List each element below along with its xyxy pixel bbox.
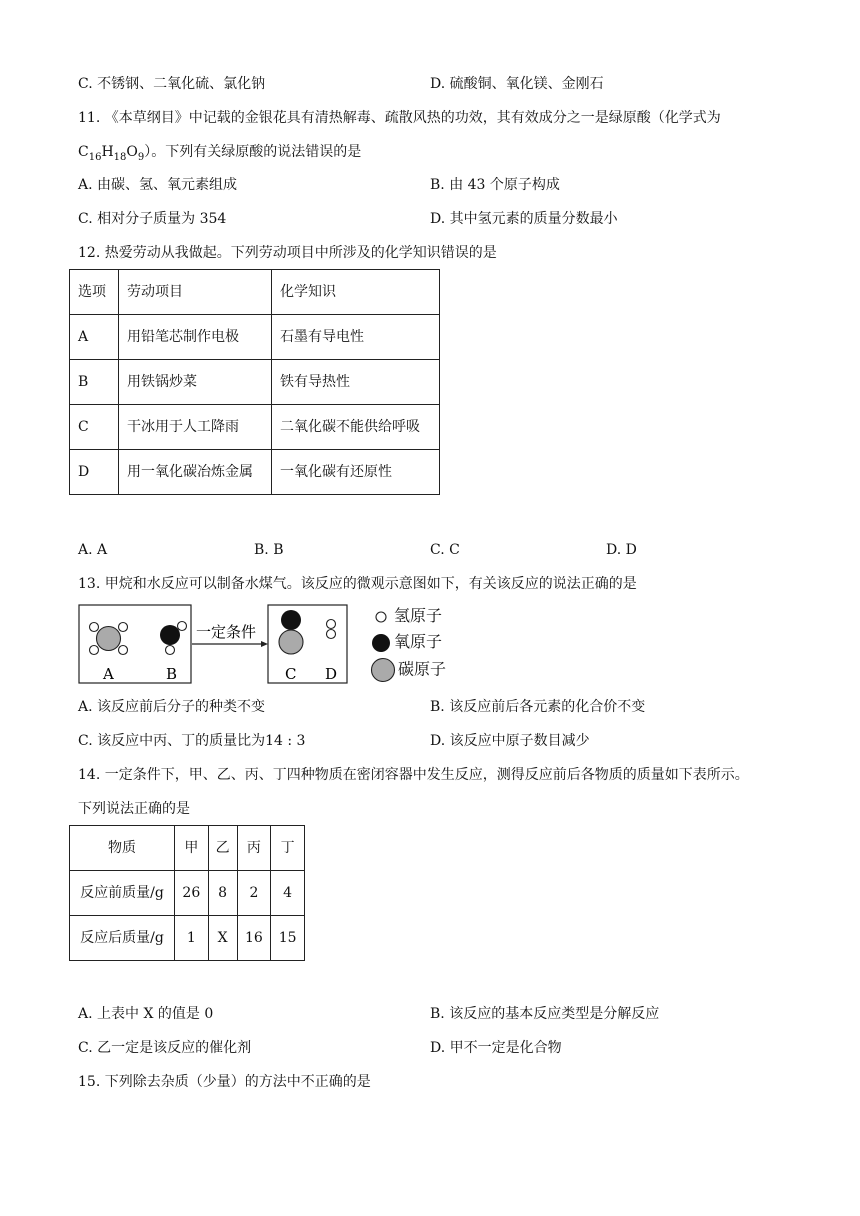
reaction-condition: 一定条件 xyxy=(196,623,257,641)
table-cell: C xyxy=(70,405,119,450)
label-a: A xyxy=(103,665,114,683)
q12-option-c: C. C xyxy=(430,542,460,558)
q10-option-d: D. 硫酸铜、氧化镁、金刚石 xyxy=(430,76,604,92)
q10-option-c: C. 不锈钢、二氧化硫、氯化钠 xyxy=(78,76,266,92)
legend-oxygen xyxy=(370,630,442,654)
q12-table xyxy=(69,269,440,495)
q12-option-b: B. B xyxy=(254,542,284,558)
legend-oxygen-label: 氧原子 xyxy=(394,632,443,651)
q14-table xyxy=(69,825,305,961)
table-cell: D xyxy=(70,450,119,495)
label-d: D xyxy=(325,665,338,683)
label-c: C xyxy=(285,665,297,683)
q14-stem-line2: 下列说法正确的是 xyxy=(78,801,190,817)
co-molecule xyxy=(279,610,303,654)
table-cell: 用铁锅炒菜 xyxy=(119,360,272,405)
q14-option-d: D. 甲不一定是化合物 xyxy=(430,1040,562,1056)
table-header-cell: 丁 xyxy=(271,826,305,871)
table-cell: 石墨有导电性 xyxy=(272,315,440,360)
formula-o: O xyxy=(126,144,138,160)
table-cell: 铁有导热性 xyxy=(272,360,440,405)
q11-stem-line1: 11. 《本草纲目》中记载的金银花具有清热解毒、疏散风热的功效，其有效成分之一是绿原酸（化学式为 xyxy=(78,110,721,126)
water-molecule xyxy=(160,622,187,655)
q11-option-a: A. 由碳、氢、氧元素组成 xyxy=(78,177,238,193)
table-row xyxy=(70,916,305,961)
table-header-cell: 选项 xyxy=(70,270,119,315)
formula-c-sub: 16 xyxy=(88,151,102,163)
formula-h-sub: 18 xyxy=(113,151,127,163)
table-header-row xyxy=(70,270,440,315)
q13-option-c: C. 该反应中丙、丁的质量比为14 : 3 xyxy=(78,733,306,749)
formula-o-sub: 9 xyxy=(137,151,145,163)
formula-h: H xyxy=(101,144,114,160)
q15-stem: 15. 下列除去杂质（少量）的方法中不正确的是 xyxy=(78,1074,371,1090)
table-cell: B xyxy=(70,360,119,405)
table-header-cell: 乙 xyxy=(208,826,237,871)
q13-option-b: B. 该反应前后各元素的化合价不变 xyxy=(430,699,646,715)
q14-option-c: C. 乙一定是该反应的催化剂 xyxy=(78,1040,252,1056)
q14-option-a: A. 上表中 X 的值是 0 xyxy=(78,1006,214,1022)
q11-stem-rest: ）。下列有关绿原酸的说法错误的是 xyxy=(144,144,362,160)
formula-c: C xyxy=(78,144,89,160)
legend-carbon xyxy=(370,657,446,681)
q14-stem-line1: 14. 一定条件下，甲、乙、丙、丁四种物质在密闭容器中发生反应，测得反应前后各物质的质量如下表所示。 xyxy=(78,767,749,783)
table-row xyxy=(70,315,440,360)
table-cell: 26 xyxy=(175,871,209,916)
table-cell: 二氧化碳不能供给呼吸 xyxy=(272,405,440,450)
table-row xyxy=(70,450,440,495)
table-header-cell: 化学知识 xyxy=(272,270,440,315)
methane-molecule xyxy=(90,623,128,655)
table-cell: 用铅笔芯制作电极 xyxy=(119,315,272,360)
q11-option-b: B. 由 43 个原子构成 xyxy=(430,177,560,193)
q13-option-d: D. 该反应中原子数目减少 xyxy=(430,733,590,749)
q13-option-a: A. 该反应前后分子的种类不变 xyxy=(78,699,266,715)
legend-carbon-label: 碳原子 xyxy=(398,659,447,679)
q12-option-d: D. D xyxy=(606,542,637,558)
q12-option-a: A. A xyxy=(78,542,108,558)
q11-option-c: C. 相对分子质量为 354 xyxy=(78,211,227,227)
table-header-cell: 劳动项目 xyxy=(119,270,272,315)
table-cell: 干冰用于人工降雨 xyxy=(119,405,272,450)
table-cell: 16 xyxy=(237,916,271,961)
table-row xyxy=(70,871,305,916)
table-row xyxy=(70,405,440,450)
table-cell: 8 xyxy=(208,871,237,916)
table-cell: 反应后质量/g xyxy=(70,916,175,961)
table-row xyxy=(70,360,440,405)
table-cell: 4 xyxy=(271,871,305,916)
reaction-diagram xyxy=(78,604,368,686)
table-cell: 一氧化碳有还原性 xyxy=(272,450,440,495)
q13-stem: 13. 甲烷和水反应可以制备水煤气。该反应的微观示意图如下，有关该反应的说法正确的是 xyxy=(78,576,637,592)
table-cell: 1 xyxy=(175,916,209,961)
table-cell: X xyxy=(208,916,237,961)
table-cell: 用一氧化碳冶炼金属 xyxy=(119,450,272,495)
table-cell: 2 xyxy=(237,871,271,916)
table-header-row xyxy=(70,826,305,871)
q14-option-b: B. 该反应的基本反应类型是分解反应 xyxy=(430,1006,660,1022)
table-cell: 反应前质量/g xyxy=(70,871,175,916)
legend-hydrogen-label: 氢原子 xyxy=(394,606,443,625)
q11-option-d: D. 其中氢元素的质量分数最小 xyxy=(430,211,618,227)
table-header-cell: 物质 xyxy=(70,826,175,871)
q11-stem-line2 xyxy=(78,142,361,168)
q12-stem: 12. 热爱劳动从我做起。下列劳动项目中所涉及的化学知识错误的是 xyxy=(78,245,497,261)
label-b: B xyxy=(166,665,178,683)
table-cell: A xyxy=(70,315,119,360)
table-header-cell: 甲 xyxy=(175,826,209,871)
legend-hydrogen xyxy=(370,604,442,628)
table-header-cell: 丙 xyxy=(237,826,271,871)
table-cell: 15 xyxy=(271,916,305,961)
h2-molecule xyxy=(327,620,336,639)
